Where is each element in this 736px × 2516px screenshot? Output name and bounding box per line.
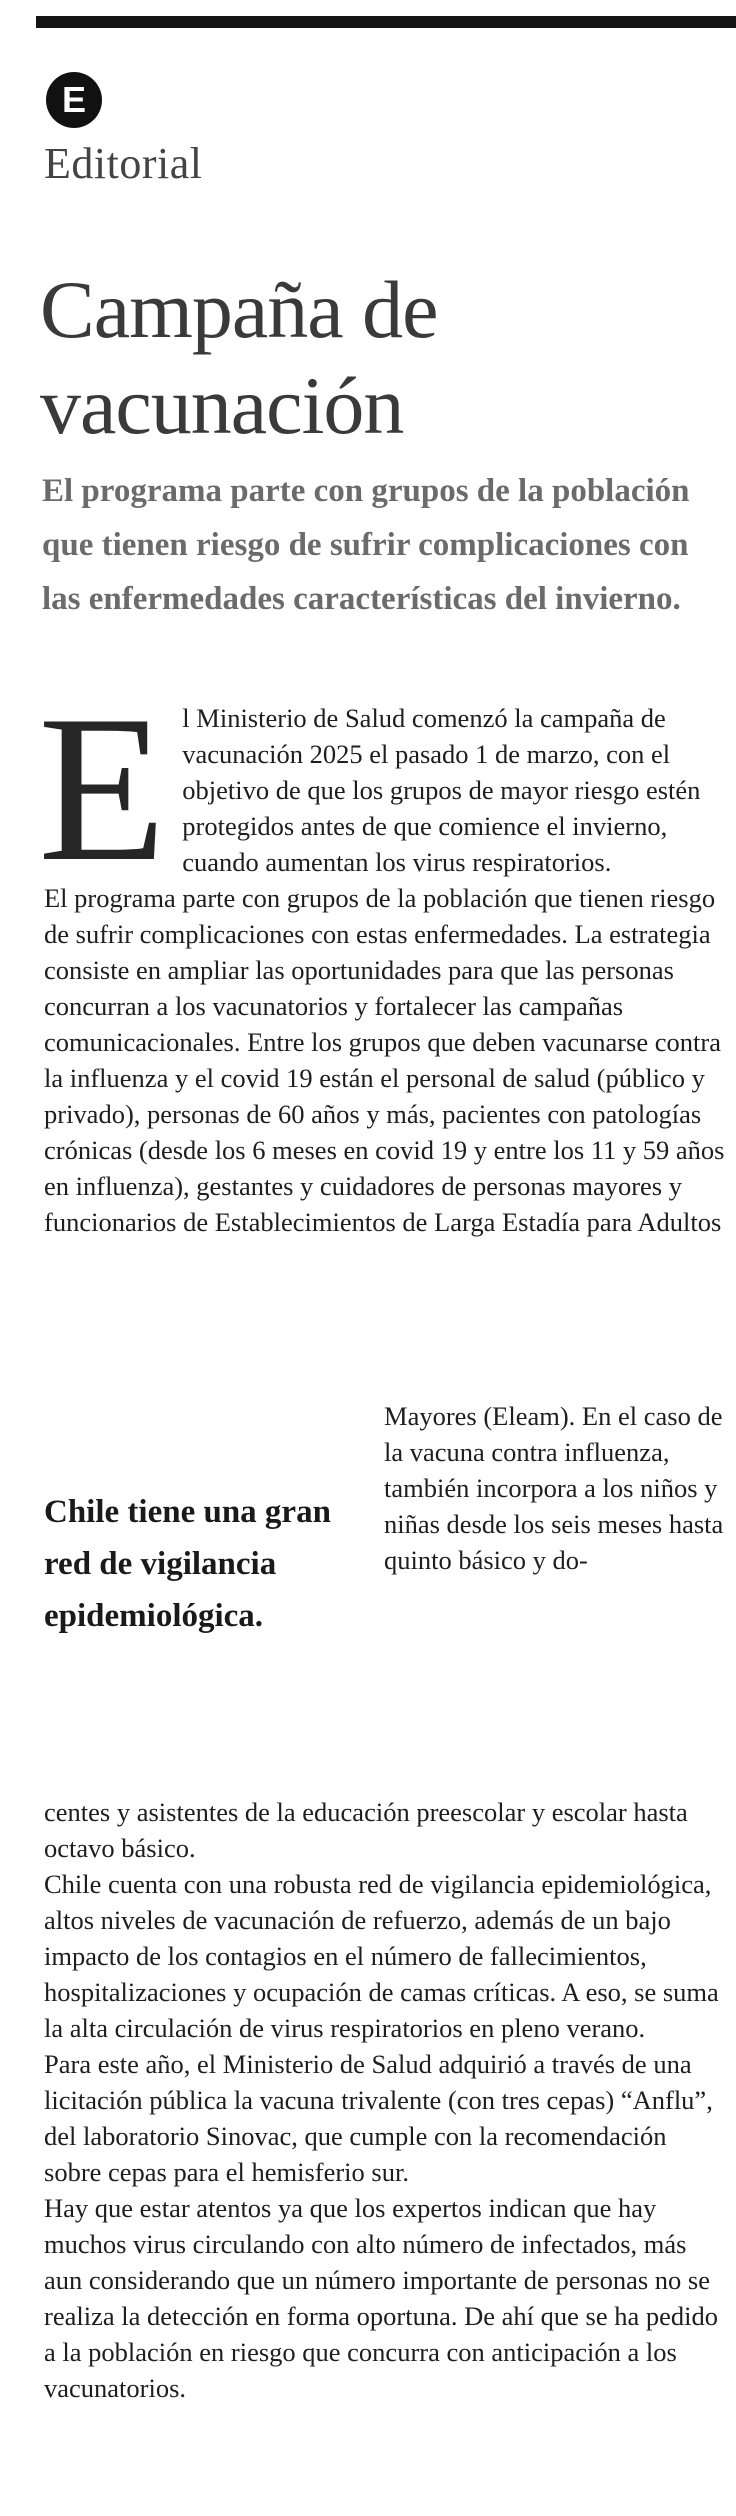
body-paragraph-5: Hay que estar atentos ya que los expertos indican que hay muchos virus circulando con alto número de infectados, más aun considerando que un número importante de personas no se realiza la detección en forma oportuna. De ahí que se ha pedido a la población en riesgo que concurra con anticipación a los vacunatorios. bbox=[44, 2193, 718, 2403]
drop-cap: E bbox=[38, 673, 167, 905]
body-paragraph-3: Chile cuenta con una robusta red de vigilancia epidemiológica, altos niveles de vacunación de refuerzo, además de un bajo impacto de los contagios en el número de fallecimientos, hospitalizaciones y ocupación de camas críticas. A eso, se suma la alta circulación de virus respiratorios en pleno verano. bbox=[44, 1869, 719, 2043]
body-continuation bbox=[44, 1794, 728, 2406]
body-paragraph-2-end: centes y asistentes de la educación preescolar y escolar hasta octavo básico. bbox=[44, 1797, 688, 1863]
headline: Campaña de vacunación bbox=[40, 264, 438, 451]
body-paragraph-4: Para este año, el Ministerio de Salud adquirió a través de una licitación pública la vacuna trivalente (con tres cepas) “Anflu”, del laboratorio Sinovac, que cumple con la recomendación sobre cepas para el hemisferio sur. bbox=[44, 2049, 713, 2187]
lede-block bbox=[38, 673, 728, 1240]
body-paragraph-2: El programa parte con grupos de la población que tienen riesgo de sufrir complicaciones con estas enfermedades. La estrategia consiste en ampliar las oportunidades para que las personas concurran a los vacunatorios y fortalecer las campañas comunicacionales. Entre los grupos que deben vacunarse contra la influenza y el covid 19 están el personal de salud (público y privado), personas de 60 años y más, pacientes con patologías crónicas (desde los 6 meses en covid 19 y entre los 11 y 59 años en influenza), gestantes y cuidadores de personas mayores y funcionarios de Establecimientos de Larga Estadía para Adultos bbox=[44, 883, 725, 1237]
deck-subtitle: El programa parte con grupos de la población que tienen riesgo de sufrir complicaciones con las enfermedades características del invierno. bbox=[42, 473, 690, 617]
body-paragraph-2-wrapped: Mayores (Eleam). En el caso de la vacuna contra influenza, también incorpora a los niños y niñas desde los seis meses hasta quinto básico y do- bbox=[384, 1401, 724, 1575]
top-rule bbox=[36, 16, 736, 28]
section-badge: E bbox=[46, 72, 102, 128]
pull-quote: Chile tiene una gran red de vigilancia epidemiológica. bbox=[44, 1494, 331, 1634]
lede-paragraph: l Ministerio de Salud comenzó la campaña de vacunación 2025 el pasado 1 de marzo, con el objetivo de que los grupos de mayor riesgo estén protegidos antes de que comience el invierno, cuando aumentan los virus respiratorios. bbox=[182, 703, 701, 877]
section-label: Editorial bbox=[44, 139, 203, 188]
